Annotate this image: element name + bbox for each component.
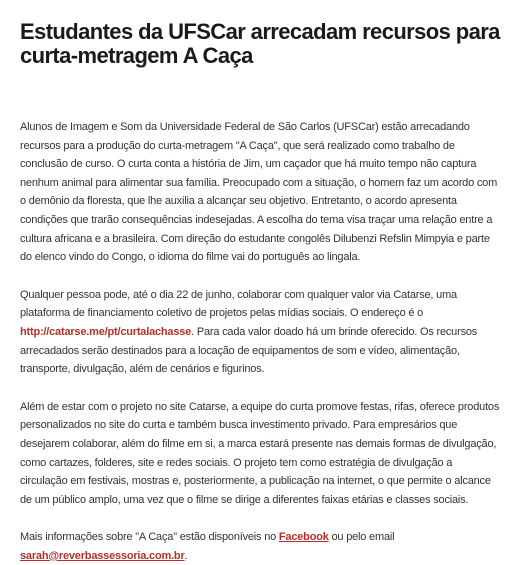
article-body bbox=[20, 118, 500, 565]
paragraph-3: Além de estar com o projeto no site Catarse, a equipe do curta promove festas, rifas, oferece produtos personalizados no site do curta e também busca investimento privado. Para empresários que desejarem colaborar, além do filme em si, a marca estará presente nas demais formas de divulgação, como cartazes, folderes, site e redes sociais. O projeto tem como estratégia de divulgação a circulação em festivais, mostras e, posteriormente, a publicação na internet, o que permite o alcance de um público amplo, uma vez que o filme se dirige a diferentes faixas etárias e classes sociais. bbox=[20, 400, 500, 506]
paragraph-4-text-end: . bbox=[184, 549, 188, 562]
paragraph-4-text-start: Mais informações sobre "A Caça" estão disponíveis no bbox=[20, 531, 279, 544]
paragraph-2-text-start: Qualquer pessoa pode, até o dia 22 de junho, colaborar com qualquer valor via Catarse, uma plataforma de financiamento coletivo de projetos pelas mídias sociais. O endereço é o bbox=[20, 288, 457, 320]
paragraph-2 bbox=[20, 286, 500, 379]
facebook-link[interactable]: Facebook bbox=[278, 531, 329, 544]
catarse-link[interactable]: http://catarse.me/pt/curtalachasse bbox=[20, 325, 192, 338]
email-link[interactable]: sarah@reverbassessoria.com.br bbox=[20, 549, 185, 562]
article-title: Estudantes da UFSCar arrecadam recursos para curta-metragem A Caça bbox=[20, 19, 500, 68]
paragraph-4-text-middle: ou pelo email bbox=[328, 531, 395, 544]
paragraph-4 bbox=[20, 528, 500, 565]
paragraph-1: Alunos de Imagem e Som da Universidade Federal de São Carlos (UFSCar) estão arrecadando recursos para a produção do curta-metragem "A Caça", que será realizado como trabalho de conclusão de curso. O curta conta a história de Jim, um caçador que há muito tempo não captura nenhum animal para alimentar sua família. Preocupado com a situação, o homem faz um acordo com o demônio da floresta, que lhe auxilia a alcançar seu objetivo. Entretanto, o acordo apresenta condições que trarão consequências indesejadas. A escolha do tema visa traçar uma relação entre a cultura africana e a brasileira. Com direção do estudante congolês Dilubenzi Refslin Mimpyia e parte do elenco vindo do Congo, o idioma do filme vai do português ao lingala. bbox=[20, 121, 498, 264]
paragraph-2-text-end: . Para cada valor doado há um brinde oferecido. Os recursos arrecadados serão destinados para a locação de equipamentos de som e vídeo, alimentação, transporte, divulgação, além de cenários e figurinos. bbox=[20, 325, 478, 376]
